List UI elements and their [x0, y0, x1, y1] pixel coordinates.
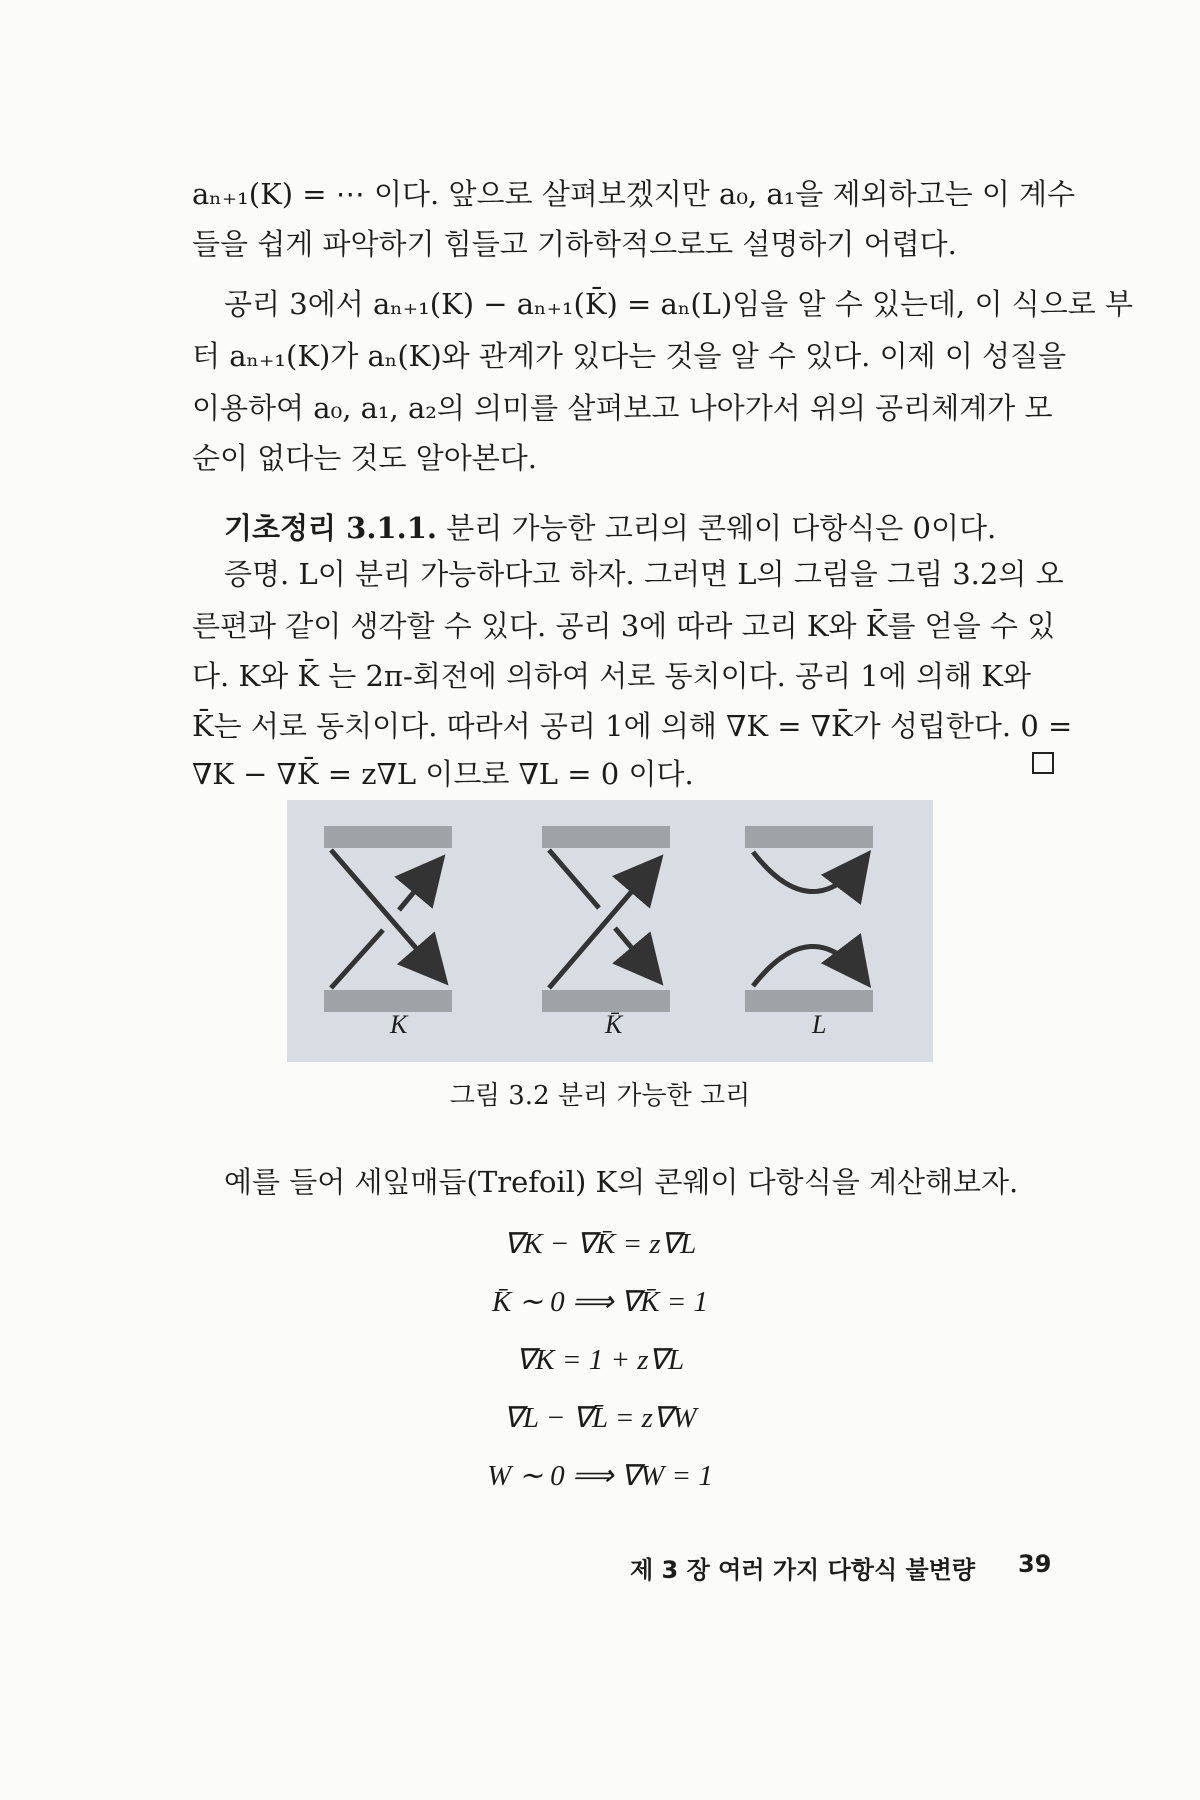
- figure-caption: 그림 3.2 분리 가능한 고리: [449, 1081, 751, 1111]
- paragraph-1-line-1: aₙ₊₁(K) = ⋯ 이다. 앞으로 살펴보겠지만 a₀, a₁을 제외하고는 이 계수: [192, 177, 1076, 211]
- paragraph-2-line-3: 이용하여 a₀, a₁, a₂의 의미를 살펴보고 나아가서 위의 공리체계가 모: [192, 391, 1053, 425]
- k-under-strand-lower: [331, 930, 383, 988]
- k-over-strand: [331, 850, 442, 978]
- kbar-bottom-bar: [542, 990, 670, 1012]
- l-upper-arc: [753, 852, 865, 892]
- kbar-under-strand-lower: [615, 928, 657, 978]
- kbar-top-bar: [542, 826, 670, 848]
- qed-box: [1032, 752, 1054, 774]
- paragraph-2-line-4: 순이 없다는 것도 알아본다.: [192, 441, 538, 475]
- proof-line-2: 른편과 같이 생각할 수 있다. 공리 3에 따라 고리 K와 K̄를 얻을 수 있: [192, 609, 1056, 643]
- paragraph-2-line-2: 터 aₙ₊₁(K)가 aₙ(K)와 관계가 있다는 것을 알 수 있다. 이제 이 성질을: [192, 339, 1067, 373]
- equation-2: K̄ ∼ 0 ⟹ ∇K̄ = 1: [491, 1286, 709, 1318]
- l-top-bar: [745, 826, 873, 848]
- proof-line-1: 증명. L이 분리 가능하다고 하자. 그러면 L의 그림을 그림 3.2의 오: [224, 557, 1064, 591]
- footer-chapter-title: 제 3 장 여러 가지 다항식 불변량: [630, 1556, 976, 1584]
- kbar-over-strand: [549, 862, 657, 988]
- paragraph-1-line-2: 들을 쉽게 파악하기 힘들고 기하학적으로도 설명하기 어렵다.: [192, 227, 957, 261]
- k-top-bar: [324, 826, 452, 848]
- theorem: [224, 506, 1088, 550]
- l-lower-arc: [753, 946, 865, 986]
- theorem-label: 기초정리 3.1.1.: [224, 511, 437, 545]
- equation-5: W ∼ 0 ⟹ ∇W = 1: [487, 1460, 713, 1492]
- equation-3: ∇K = 1 + z∇L: [515, 1344, 685, 1376]
- equation-4: ∇L − ∇L̄ = z∇W: [503, 1402, 697, 1434]
- kbar-under-strand-upper: [549, 850, 599, 908]
- proof-line-4: K̄는 서로 동치이다. 따라서 공리 1에 의해 ∇K = ∇K̄가 성립한다. 0 =: [192, 709, 1073, 743]
- footer-page-number: 39: [1018, 1550, 1052, 1578]
- figure-label-k: K: [390, 1010, 408, 1039]
- proof-line-3: 다. K와 K̄ 는 2π-회전에 의하여 서로 동치이다. 공리 1에 의해 K와: [192, 659, 1031, 693]
- l-bottom-bar: [745, 990, 873, 1012]
- equation-1: ∇K − ∇K̄ = z∇L: [503, 1228, 697, 1260]
- theorem-text: 분리 가능한 고리의 콘웨이 다항식은 0이다.: [446, 511, 997, 545]
- k-under-strand-upper: [399, 862, 439, 910]
- paragraph-2-line-1: 공리 3에서 aₙ₊₁(K) − aₙ₊₁(K̄) = aₙ(L)임을 알 수 있는데, 이 식으로 부: [224, 287, 1133, 321]
- example-intro: 예를 들어 세잎매듭(Trefoil) K의 콘웨이 다항식을 계산해보자.: [224, 1165, 1019, 1199]
- figure-label-kbar: K̄: [605, 1010, 623, 1039]
- figure-label-l: L: [812, 1010, 827, 1039]
- proof-line-5: ∇K − ∇K̄ = z∇L 이므로 ∇L = 0 이다.: [192, 757, 694, 791]
- k-bottom-bar: [324, 990, 452, 1012]
